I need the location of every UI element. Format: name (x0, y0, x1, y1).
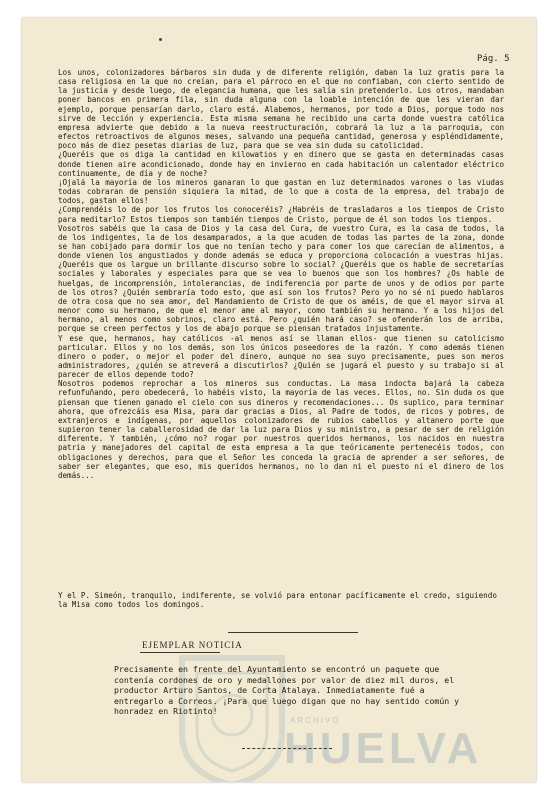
sermon-body (58, 68, 504, 480)
ink-dot (159, 38, 162, 41)
section-divider (228, 632, 358, 633)
paragraph: Nosotros podemos reprochar a los mineros sus conductas. La masa indocta bajará la cabeza refunfuñando, pero obedecerá, lo habéis visto, la mayoría de las veces. Ellos, no. Sin duda os que piensan que tienen ganado el cielo con sus dineros y recomendaciones... Os suplico, para terminar ahora, que ofrezcáis esa Misa, para dar gracias a Dios, al Padre de todos, de ricos y pobres, de extranjeros e indígenas, por aquellos colonizadores de rubios cabellos y altanero porte que supieron tener la caballerosidad de dar la luz para Dios y su ministro, a pesar de ser de religión diferente. Y también, ¿cómo no? rogar por nuestros queridos hermanos, los nacidos en nuestra patria y manejadores del capital de esta empresa a la que teóricamente pertenecéis todos, con obligaciones y derechos, para que el Señor les conceda la gracia de aprender a ser señores, de saber ser elegantes, que eso, mis queridos hermanos, no lo dan ni el puesto ni el dinero de los demás... (58, 379, 504, 480)
paragraph: ¡Ojalá la mayoría de los mineros ganaran lo que gastan en luz determinados varones o las viudas todas cobraran de pensión siquiera la mitad, de lo que a costa de la empresa, del trabajo de todos, gastan ellos! (58, 177, 504, 206)
paragraph: Y ese que, hermanos, hay católicos -al menos así se llaman ellos- que tienen su catolicismo particular. Ellos y no los demás, son los únicos poseedores de la razón. Y como además tienen dinero o poder, o mejor el poder del dinero, aunque no sea suyo precisamente, pues son meros administradores, ¿quién se atreverá a discutirlos? ¿Quién se jugará el puesto y su trabajo si al parecer de ellos depende todo? (58, 333, 504, 380)
bottom-divider (242, 748, 332, 749)
paragraph: ¿Queréis que os diga la cantidad en kilowatios y en dinero que se gasta en determinadas casas donde tienen aire acondicionado, donde hay en invierno en cada habitación un calentador eléctrico continuamente, de día y de noche? (58, 150, 504, 178)
watermark-text: HUELVA (284, 724, 483, 773)
page-number: Pág. 5 (477, 54, 510, 64)
heading-underline (140, 652, 220, 653)
paragraph: Vosotros sabéis que la casa de Dios y la casa del Cura, de vuestro Cura, es la casa de todos, la de los indigentes, la de los desamparados, a la que acuden de todas las partes de la zona, donde se han cobijado para dormir los que no tenían techo y para comer los que carecían de alimentos, a donde vienen los angustiados y donde además se educa y proporciona colocación a vuestras hijas. ¿Queréis que os largue un brillante discurso sobre lo social? ¿Queréis que os hable de secretarías sociales y laborales y especiales para que se vea lo buenos que son los hombres? ¿Os hable de huelgas, de incomprensión, intolerancias, de indiferencia por parte de unos y de odios por parte de los otros? ¿Quién sembraría todo esto, que así son los frutos? Pero yo no sé ni puedo hablaros de otra cosa que no sea amor, del Mandamiento de Cristo de que os améis, de que el mayor sirva al menor como su hermano, de que el menor ame al mayor, como también su hermano. Y a los hijos del hermano, al menos como sobrinos, claro está. Pero ¿quién hará caso? se ofenderán los de arriba, porque se creen perfectos y los de abajo porque se piensan tratados injustamente. (58, 223, 504, 334)
paragraph: ¿Comprendéis lo de por los frutos los conoceréis? ¿Habréis de trasladaros a los tiempos de Cristo para meditarlo? Estos tiempos son también tiempos de Cristo, porque de él son todos los tiempos. (58, 205, 504, 224)
watermark-subtext: ARCHIVO (290, 716, 341, 725)
document-page (22, 18, 536, 782)
closing-paragraph: Y el P. Simeón, tranquilo, indiferente, se volvió para entonar pacíficamente el credo, siguiendo la Misa como todos los domingos. (58, 591, 497, 610)
notice-heading: EJEMPLAR NOTICIA (142, 640, 243, 650)
paragraph: Los unos, colonizadores bárbaros sin duda y de diferente religión, daban la luz gratis para la casa religiosa en la que no creían, para el párroco en el que no confiaban, con cierto sentido de la justicia y desde luego, de elegancia humana, que les salía sin pretenderlo. Los otros, mandaban poner bancos en primera fila, sin duda alguna con la loable intención de que les vieran dar ejemplo, porque pensarían darlo, claro está. Alabemos, hermanos, por todo a Dios, porque todo nos sirve de lección y experiencia. Esta misma semana he recibido una carta donde vuestra católica empresa advierte que debido a la nueva reestructuración, cobrará la luz a la parroquia, con efectos retroactivos de algunos meses, salvando una pequeña cantidad, generosa y espléndidamente, poco más de diez pesetas diarias de luz, para que se vea sin duda su catolicidad. (58, 68, 504, 151)
notice-text: Precisamente en frente del Ayuntamiento se encontró un paquete que contenía cordones de oro y medallones por valor de diez mil duros, el productor Arturo Santos, de Corta Atalaya. Inmediatamente fué a entregarlo a Correos. ¡Para que luego digan que no hay sentido común y honradez en Riotinto! (114, 664, 460, 717)
